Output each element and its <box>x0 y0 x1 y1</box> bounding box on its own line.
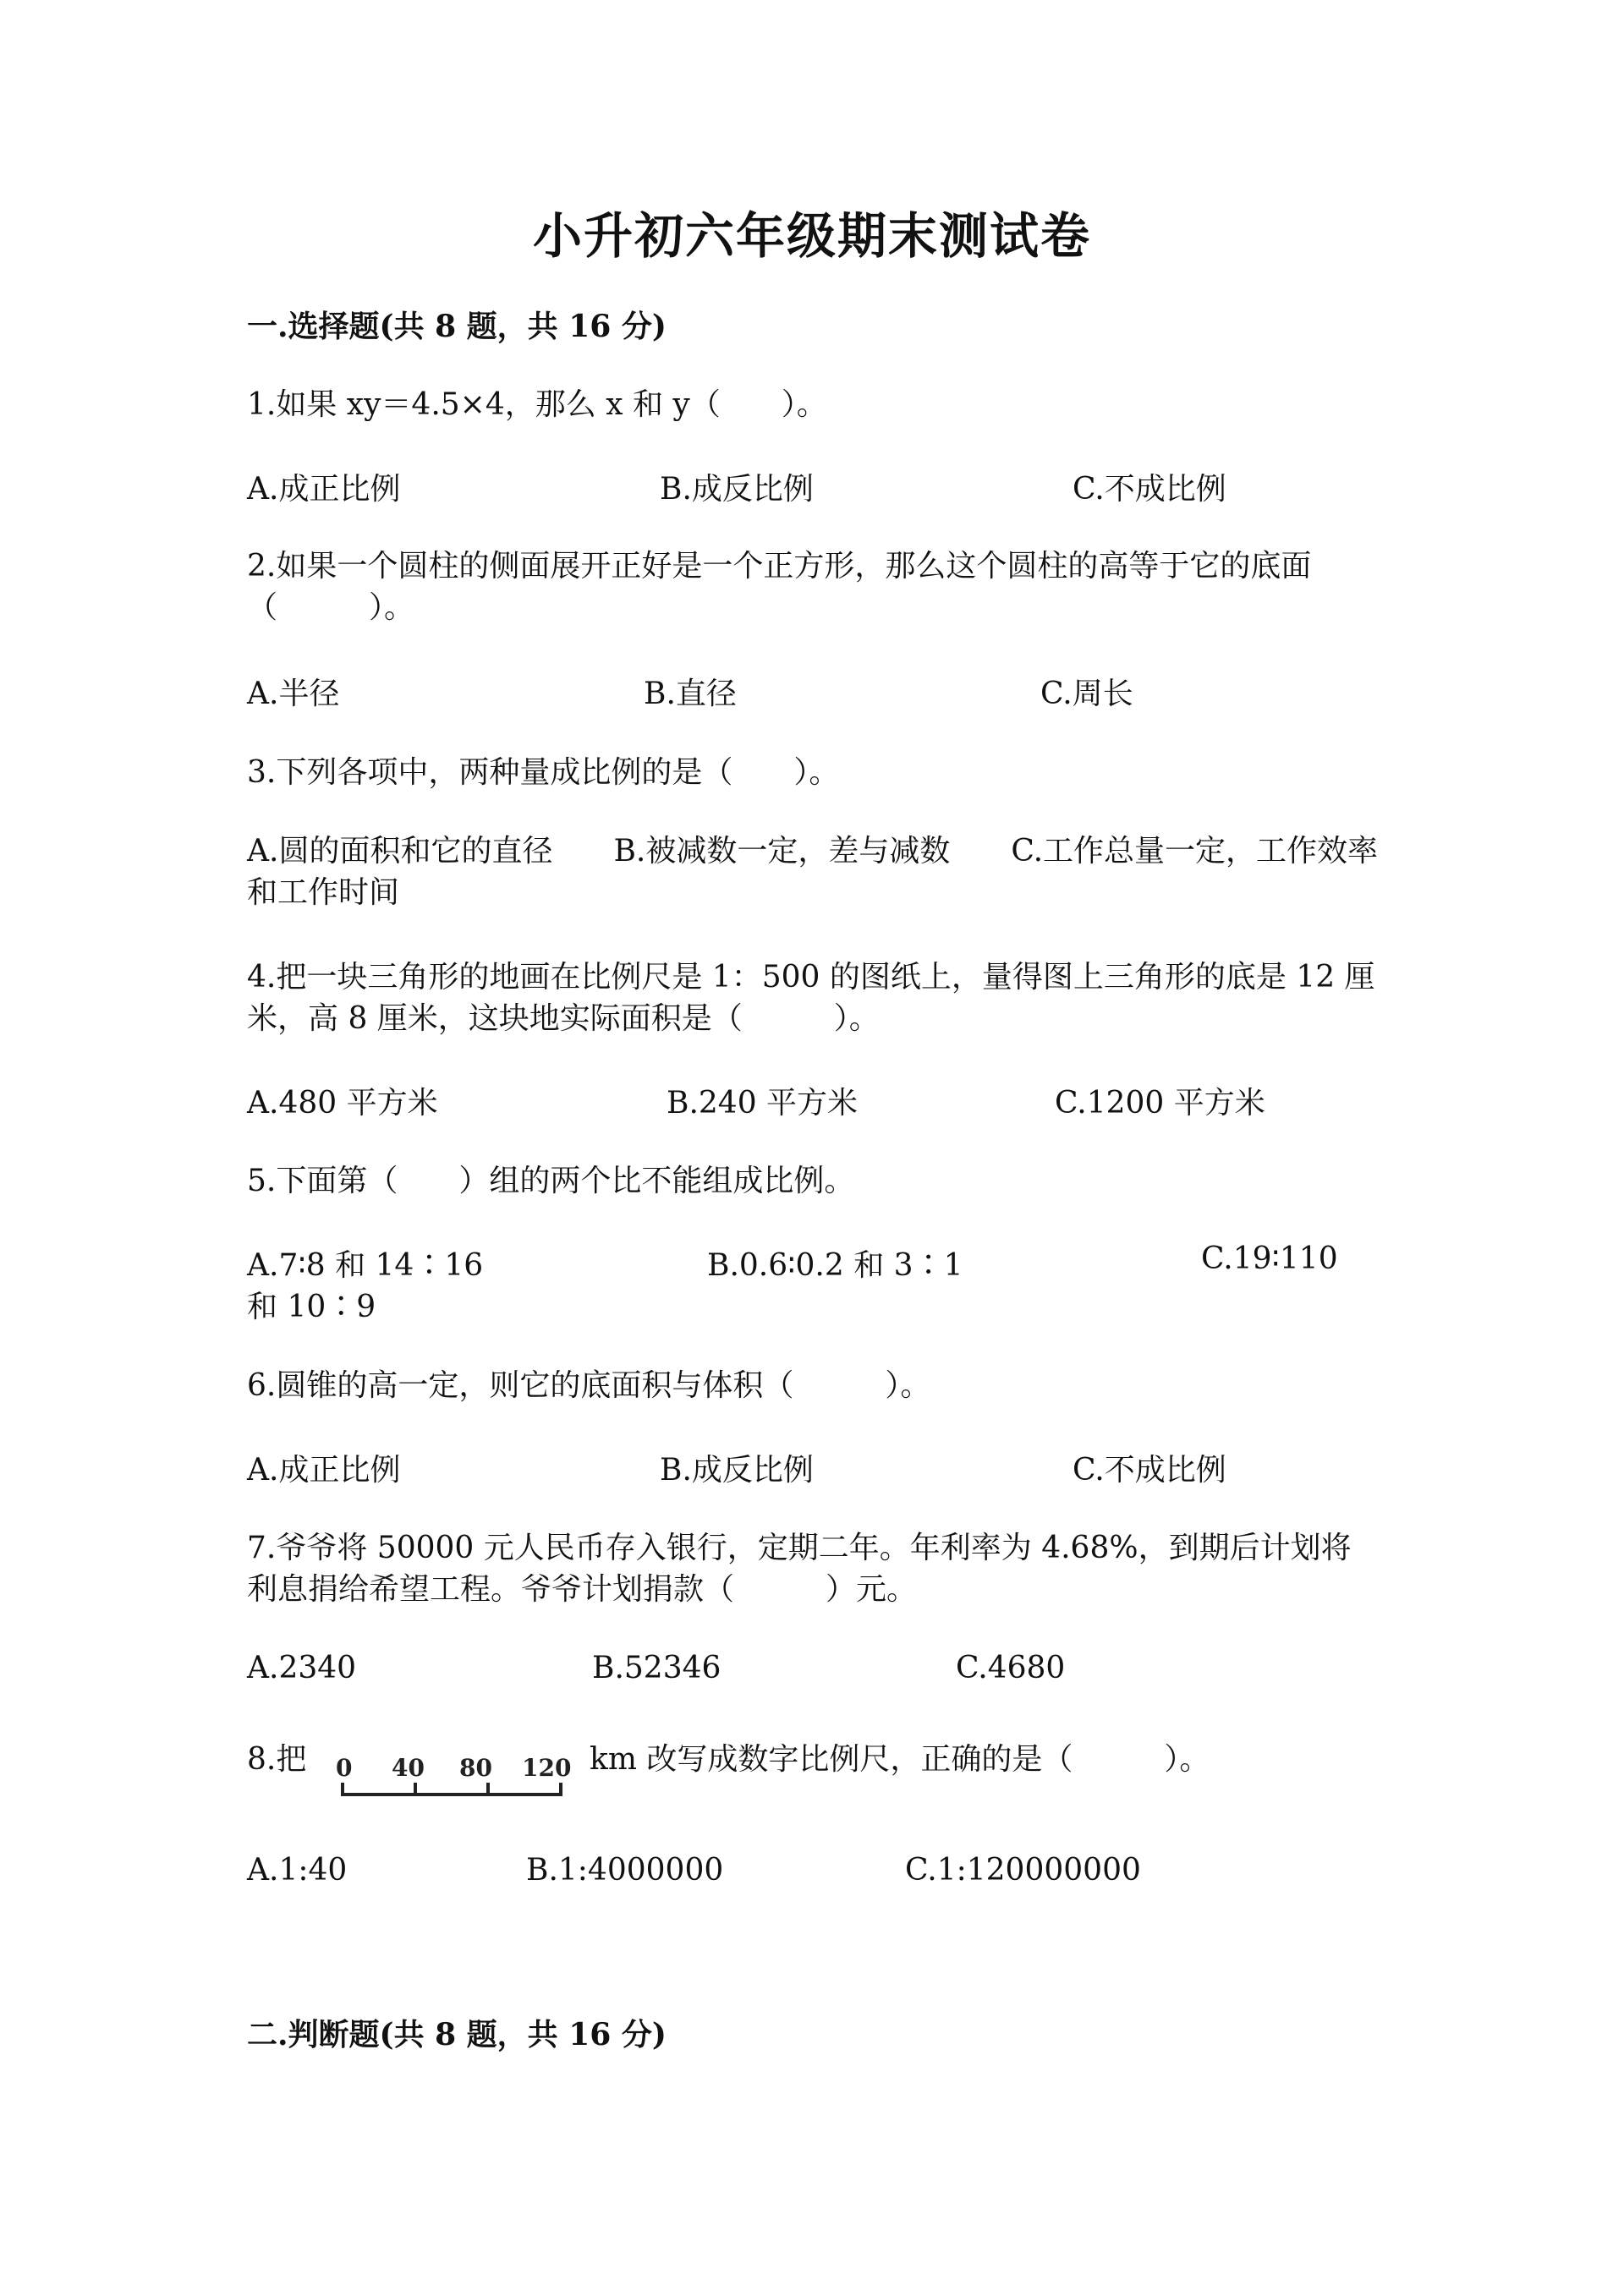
q2-option-b: B.直径 <box>644 677 737 711</box>
section-heading-judgment: 二.判断题(共 8 题，共 16 分) <box>247 2017 667 2052</box>
q5-option-c: C.19∶110 <box>1201 1241 1338 1276</box>
scale-label-120: 120 <box>522 1754 572 1782</box>
scale-label-0: 0 <box>336 1754 353 1782</box>
question-8-suffix: km 改写成数字比例尺，正确的是（ ）。 <box>590 1742 1210 1777</box>
question-4: 4.把一块三角形的地画在比例尺是 1：500 的图纸上，量得图上三角形的底是 12 厘米，高 8 厘米，这块地实际面积是（ ）。 <box>247 960 1375 1036</box>
question-2: 2.如果一个圆柱的侧面展开正好是一个正方形，那么这个圆柱的高等于它的底面（ ）。 <box>247 549 1312 625</box>
q5-option-c-continued: 和 10∶9 <box>247 1290 376 1324</box>
q8-option-c: C.1:120000000 <box>905 1853 1141 1888</box>
q2-option-a: A.半径 <box>247 677 340 711</box>
q1-option-b: B.成反比例 <box>660 472 814 507</box>
question-1: 1.如果 xy＝4.5×4，那么 x 和 y（ ）。 <box>247 387 827 422</box>
scale-label-40: 40 <box>392 1754 425 1782</box>
question-8-prefix: 8.把 <box>247 1742 307 1777</box>
q5-option-a: A.7∶8 和 14∶16 <box>247 1248 484 1283</box>
q7-option-a: A.2340 <box>247 1651 357 1685</box>
q6-option-c: C.不成比例 <box>1073 1453 1226 1488</box>
section-heading-choice: 一.选择题(共 8 题，共 16 分) <box>247 309 667 344</box>
question-5: 5.下面第（ ）组的两个比不能组成比例。 <box>247 1164 855 1198</box>
q1-option-a: A.成正比例 <box>247 472 401 507</box>
q1-option-c: C.不成比例 <box>1073 472 1226 507</box>
q4-option-b: B.240 平方米 <box>667 1086 859 1121</box>
q5-option-b: B.0.6∶0.2 和 3∶1 <box>707 1248 963 1283</box>
q8-option-b: B.1:4000000 <box>526 1853 724 1888</box>
q6-option-b: B.成反比例 <box>660 1453 814 1488</box>
q7-option-c: C.4680 <box>956 1651 1066 1685</box>
question-3: 3.下列各项中，两种量成比例的是（ ）。 <box>247 755 840 790</box>
q4-option-a: A.480 平方米 <box>247 1086 438 1121</box>
q7-option-b: B.52346 <box>592 1651 721 1685</box>
q8-option-a: A.1:40 <box>247 1853 348 1888</box>
question-6: 6.圆锥的高一定，则它的底面积与体积（ ）。 <box>247 1368 931 1403</box>
q6-option-a: A.成正比例 <box>247 1453 401 1488</box>
q3-options: A.圆的面积和它的直径 B.被减数一定，差与减数 C.工作总量一定，工作效率和工作时间 <box>247 834 1379 910</box>
scale-label-80: 80 <box>459 1754 492 1782</box>
q4-option-c: C.1200 平方米 <box>1055 1086 1265 1121</box>
q2-option-c: C.周长 <box>1040 677 1133 711</box>
page-title: 小升初六年级期末测试卷 <box>532 207 1091 265</box>
scale-bar-figure <box>332 1752 578 1803</box>
question-7: 7.爷爷将 50000 元人民币存入银行，定期二年。年利率为 4.68%，到期后计划将利息捐给希望工程。爷爷计划捐款（ ）元。 <box>247 1531 1352 1607</box>
